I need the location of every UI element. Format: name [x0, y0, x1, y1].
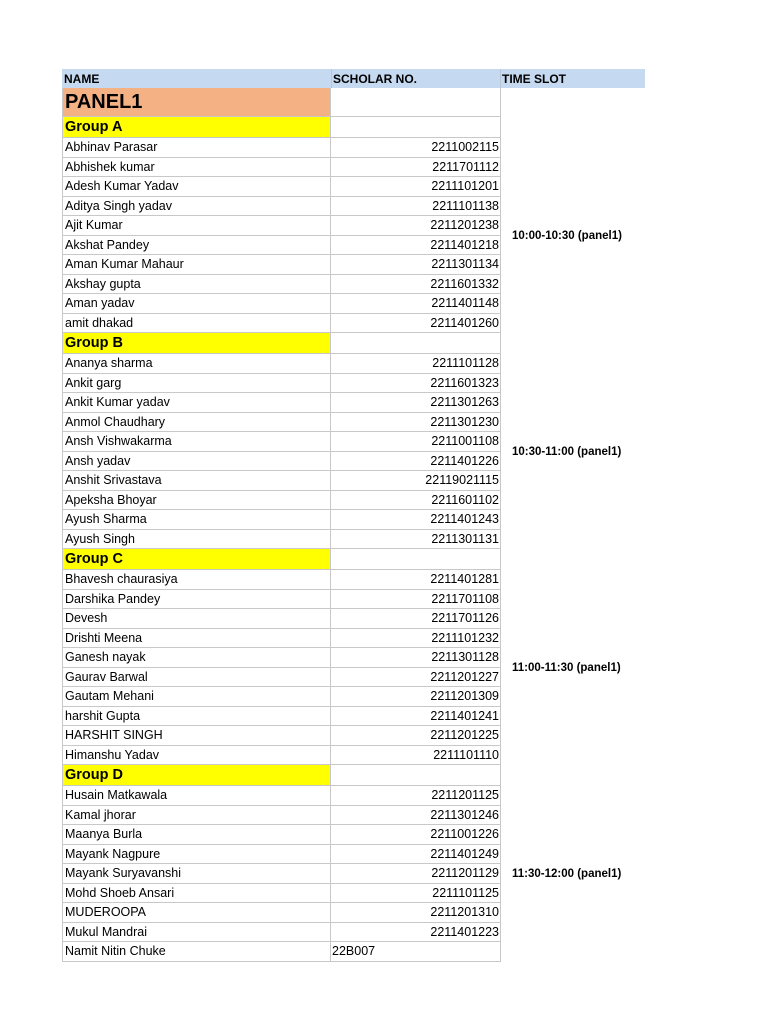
scholar-number: 2211201129: [331, 864, 501, 884]
table-row: [62, 629, 501, 649]
group-scholar-cell: [331, 549, 501, 570]
student-name: Abhinav Parasar: [62, 138, 331, 158]
scholar-number: 2211201125: [331, 786, 501, 806]
student-name: Ankit Kumar yadav: [62, 393, 331, 413]
table-row: [62, 707, 501, 727]
student-name: Ankit garg: [62, 374, 331, 394]
panel-scholar-cell: [331, 88, 501, 117]
scholar-number: 2211001108: [331, 432, 501, 452]
student-name: Kamal jhorar: [62, 806, 331, 826]
panel-title: PANEL1: [62, 88, 331, 117]
scholar-number: 2211601332: [331, 275, 501, 295]
student-name: Drishti Meena: [62, 629, 331, 649]
student-name: Himanshu Yadav: [62, 746, 331, 766]
student-name: Mayank Nagpure: [62, 845, 331, 865]
scholar-number: 2211101110: [331, 746, 501, 766]
table-row: [62, 687, 501, 707]
table-row: [62, 530, 501, 550]
student-name: Aman Kumar Mahaur: [62, 255, 331, 275]
scholar-number: 2211701112: [331, 158, 501, 178]
group-scholar-cell: [331, 117, 501, 138]
table-row: [62, 374, 501, 394]
table-row: [62, 590, 501, 610]
scholar-number: 2211201309: [331, 687, 501, 707]
time-slot-label: 10:00-10:30 (panel1): [512, 230, 622, 242]
time-slot-label: 11:30-12:00 (panel1): [512, 868, 622, 880]
table-row: [62, 471, 501, 491]
scholar-number: 2211002115: [331, 138, 501, 158]
table-row: [62, 354, 501, 374]
student-name: Ansh yadav: [62, 452, 331, 472]
table-row: [62, 177, 501, 197]
student-name: Devesh: [62, 609, 331, 629]
student-name: harshit Gupta: [62, 707, 331, 727]
student-name: Akshay gupta: [62, 275, 331, 295]
scholar-number: 2211701126: [331, 609, 501, 629]
scholar-number: 22B007: [331, 942, 501, 962]
time-slot-label: 11:00-11:30 (panel1): [512, 662, 621, 674]
student-name: Mayank Suryavanshi: [62, 864, 331, 884]
table-row: [62, 884, 501, 904]
scholar-number: 2211301246: [331, 806, 501, 826]
scholar-number: 2211601102: [331, 491, 501, 511]
header-row: [62, 69, 645, 88]
student-name: Mohd Shoeb Ansari: [62, 884, 331, 904]
scholar-number: 2211401281: [331, 570, 501, 590]
column-header-scholar-no: SCHOLAR NO.: [333, 72, 417, 86]
scholar-number: 2211101138: [331, 197, 501, 217]
group-header-row: [62, 549, 501, 570]
table-row: [62, 864, 501, 884]
table-row: [62, 825, 501, 845]
student-name: Ansh Vishwakarma: [62, 432, 331, 452]
student-name: amit dhakad: [62, 314, 331, 334]
table-row: [62, 393, 501, 413]
table-row: [62, 255, 501, 275]
scholar-number: 2211401249: [331, 845, 501, 865]
table-row: [62, 197, 501, 217]
group-scholar-cell: [331, 765, 501, 786]
scholar-number: 2211101125: [331, 884, 501, 904]
scholar-number: 2211701108: [331, 590, 501, 610]
scholar-number: 2211201310: [331, 903, 501, 923]
scholar-number: 2211401260: [331, 314, 501, 334]
table-row: [62, 609, 501, 629]
table-body: [62, 88, 501, 962]
table-row: [62, 452, 501, 472]
student-name: Mukul Mandrai: [62, 923, 331, 943]
scholar-number: 2211301134: [331, 255, 501, 275]
scholar-number: 2211301263: [331, 393, 501, 413]
table-row: [62, 903, 501, 923]
scholar-number: 2211101232: [331, 629, 501, 649]
scholar-number: 2211401241: [331, 707, 501, 727]
student-name: Gautam Mehani: [62, 687, 331, 707]
student-name: Darshika Pandey: [62, 590, 331, 610]
student-name: Gaurav Barwal: [62, 668, 331, 688]
table-row: [62, 294, 501, 314]
scholar-number: 2211401243: [331, 510, 501, 530]
table-row: [62, 413, 501, 433]
student-name: Ganesh nayak: [62, 648, 331, 668]
student-name: Ayush Sharma: [62, 510, 331, 530]
scholar-number: 2211401223: [331, 923, 501, 943]
group-header-row: [62, 765, 501, 786]
table-row: [62, 236, 501, 256]
student-name: HARSHIT SINGH: [62, 726, 331, 746]
table-row: [62, 942, 501, 962]
student-name: Akshat Pandey: [62, 236, 331, 256]
column-header-name: NAME: [64, 72, 100, 86]
student-name: MUDEROOPA: [62, 903, 331, 923]
table-row: [62, 275, 501, 295]
scholar-number: 2211401226: [331, 452, 501, 472]
group-label: Group C: [62, 549, 331, 570]
student-name: Bhavesh chaurasiya: [62, 570, 331, 590]
scholar-number: 2211301230: [331, 413, 501, 433]
student-name: Ayush Singh: [62, 530, 331, 550]
group-header-row: [62, 333, 501, 354]
panel-row: [62, 88, 501, 117]
scholar-number: 2211101201: [331, 177, 501, 197]
table-row: [62, 158, 501, 178]
student-name: Husain Matkawala: [62, 786, 331, 806]
scholar-number: 2211401218: [331, 236, 501, 256]
group-label: Group A: [62, 117, 331, 138]
scholar-number: 2211601323: [331, 374, 501, 394]
scholar-number: 2211401148: [331, 294, 501, 314]
table-row: [62, 668, 501, 688]
table-row: [62, 746, 501, 766]
student-name: Abhishek kumar: [62, 158, 331, 178]
table-row: [62, 923, 501, 943]
group-label: Group B: [62, 333, 331, 354]
table-row: [62, 806, 501, 826]
student-name: Ajit Kumar: [62, 216, 331, 236]
student-name: Adesh Kumar Yadav: [62, 177, 331, 197]
student-name: Ananya sharma: [62, 354, 331, 374]
scholar-number: 2211301131: [331, 530, 501, 550]
student-name: Aditya Singh yadav: [62, 197, 331, 217]
student-name: Anmol Chaudhary: [62, 413, 331, 433]
student-name: Maanya Burla: [62, 825, 331, 845]
scholar-number: 2211001226: [331, 825, 501, 845]
table-row: [62, 216, 501, 236]
table-row: [62, 491, 501, 511]
scholar-number: 2211301128: [331, 648, 501, 668]
table-row: [62, 510, 501, 530]
table-row: [62, 138, 501, 158]
scholar-number: 2211201238: [331, 216, 501, 236]
scholar-number: 2211201227: [331, 668, 501, 688]
student-name: Apeksha Bhoyar: [62, 491, 331, 511]
table-row: [62, 570, 501, 590]
table-row: [62, 786, 501, 806]
group-label: Group D: [62, 765, 331, 786]
table-row: [62, 314, 501, 334]
group-header-row: [62, 117, 501, 138]
header-divider: [500, 69, 501, 88]
header-divider: [331, 69, 332, 88]
scholar-number: 2211201225: [331, 726, 501, 746]
table-row: [62, 845, 501, 865]
column-header-time-slot: TIME SLOT: [502, 72, 566, 86]
time-slot-label: 10:30-11:00 (panel1): [512, 446, 622, 458]
scholar-number: 2211101128: [331, 354, 501, 374]
student-name: Aman yadav: [62, 294, 331, 314]
table-row: [62, 726, 501, 746]
scholar-number: 22119021115: [331, 471, 501, 491]
group-scholar-cell: [331, 333, 501, 354]
student-name: Namit Nitin Chuke: [62, 942, 331, 962]
student-name: Anshit Srivastava: [62, 471, 331, 491]
table-row: [62, 648, 501, 668]
table-row: [62, 432, 501, 452]
